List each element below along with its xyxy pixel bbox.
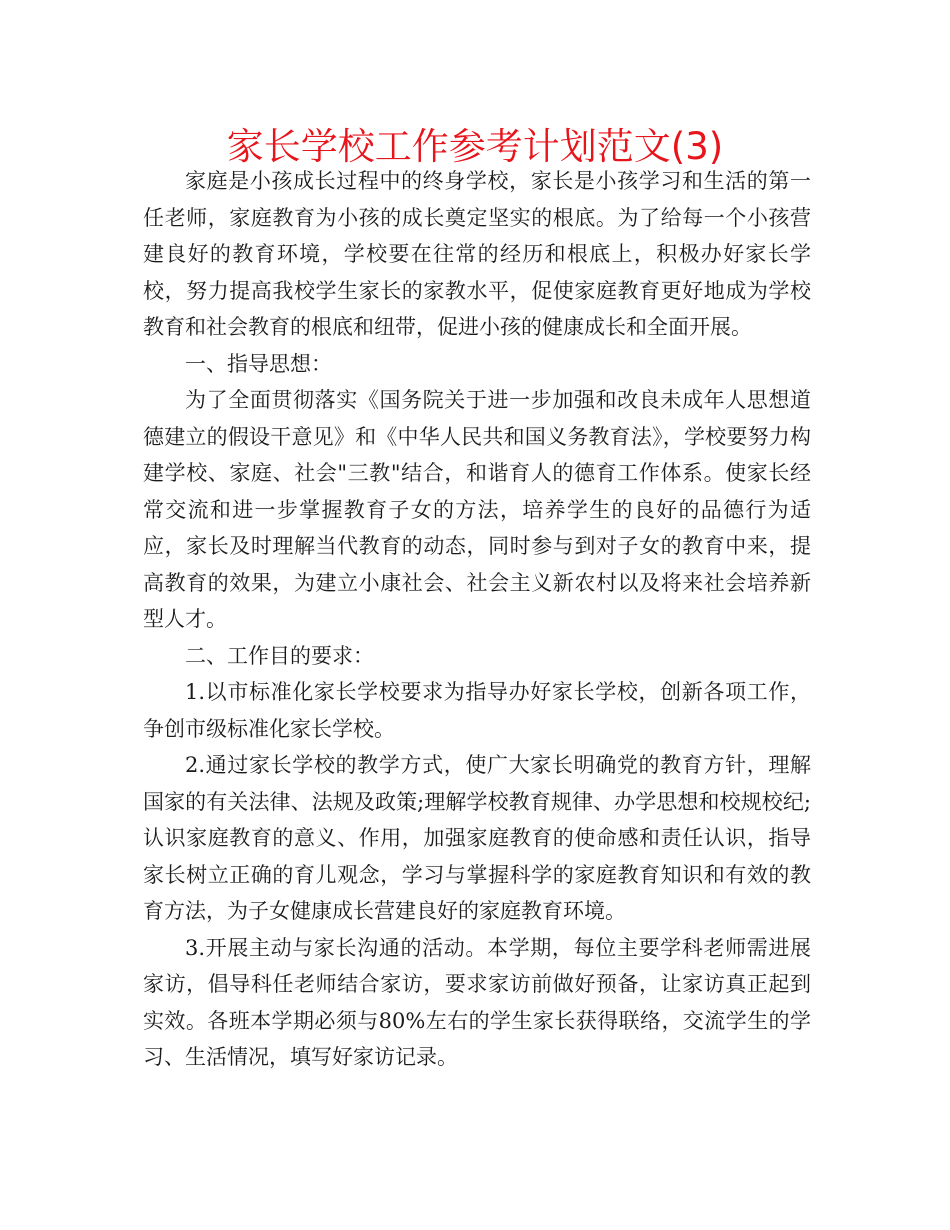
heading-guiding-ideology: 一、指导思想： [185,351,332,376]
heading-work-goals: 二、工作目的要求： [185,643,374,668]
paragraph-goal-1: 1.以市标准化家长学校要求为指导办好家长学校，创新各项工作，争创市级标准化家长学校。 [143,680,811,741]
paragraph-goal-2: 2.通过家长学校的教学方式，使广大家长明确党的教育方针，理解国家的有关法律、法规及政策;理解学校教育规律、办学思想和校规校纪;认识家庭教育的意义、作用，加强家庭教育的使命感和责任认识，指导家长树立正确的育儿观念，学习与掌握科学的家庭教育知识和有效的教育方法，为子女健康成长营建良好的家庭教育环境。 [143,753,811,923]
document-title: 家长学校工作参考计划范文(3) [226,125,724,168]
paragraph-intro: 家庭是小孩成长过程中的终身学校，家长是小孩学习和生活的第一任老师，家庭教育为小孩的成长奠定坚实的根底。为了给每一个小孩营建良好的教育环境，学校要在往常的经历和根底上，积极办好家长学校，努力提高我校学生家长的家教水平，促使家庭教育更好地成为学校教育和社会教育的根底和纽带，促进小孩的健康成长和全面开展。 [143,169,811,339]
paragraph-goal-3: 3.开展主动与家长沟通的活动。本学期，每位主要学科老师需进展家访，倡导科任老师结合家访，要求家访前做好预备，让家访真正起到实效。各班本学期必须与80%左右的学生家长获得联络，交流学生的学习、生活情况，填写好家访记录。 [143,935,811,1069]
paragraph-guiding-ideology: 为了全面贯彻落实《国务院关于进一步加强和改良未成年人思想道德建立的假设干意见》和《中华人民共和国义务教育法》，学校要努力构建学校、家庭、社会"三教"结合，和谐育人的德育工作体系。使家长经常交流和进一步掌握教育子女的方法，培养学生的良好的品德行为适应，家长及时理解当代教育的动态，同时参与到对子女的教育中来，提高教育的效果，为建立小康社会、社会主义新农村以及将来社会培养新型人才。 [143,388,811,631]
document-body [143,163,811,1076]
